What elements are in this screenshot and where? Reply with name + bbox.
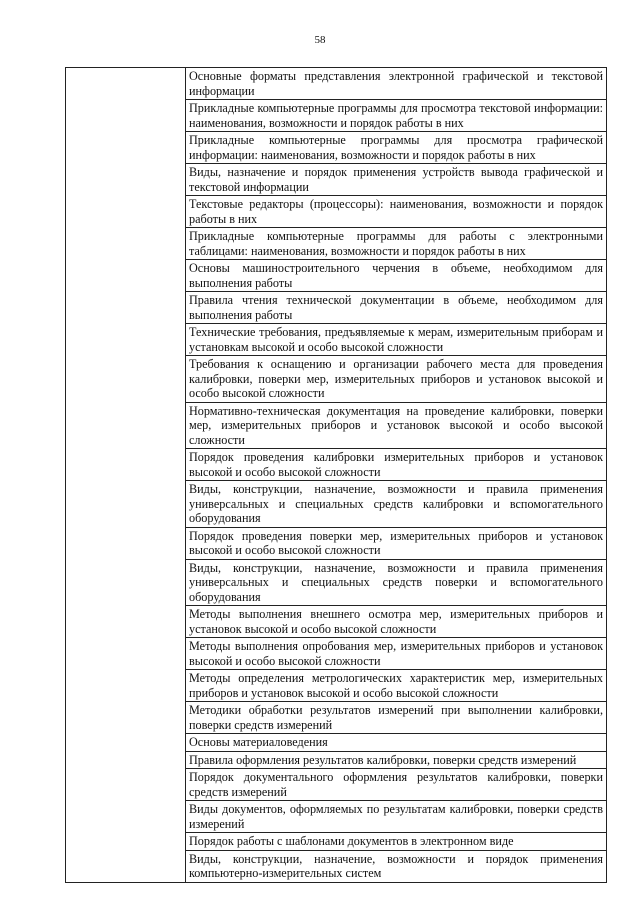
row-label-cell [66, 68, 186, 883]
table-cell: Виды, конструкции, назначение, возможности и правила применения универсальных и специальных средств поверки и вспомогательного оборудования [186, 559, 607, 606]
table-cell: Основные форматы представления электронной графической и текстовой информации [186, 68, 607, 100]
table-cell: Виды документов, оформляемых по результатам калибровки, поверки средств измерений [186, 801, 607, 833]
table-cell: Методики обработки результатов измерений при выполнении калибровки, поверки средств измерений [186, 702, 607, 734]
table-cell: Порядок документального оформления результатов калибровки, поверки средств измерений [186, 769, 607, 801]
table-cell: Требования к оснащению и организации рабочего места для проведения калибровки, поверки мер, измерительных приборов и установок высокой и особо высокой сложности [186, 356, 607, 403]
table-cell: Виды, конструкции, назначение, возможности и порядок применения компьютерно-измерительных систем [186, 850, 607, 882]
table-cell: Виды, назначение и порядок применения устройств вывода графической и текстовой информации [186, 164, 607, 196]
table-cell: Правила оформления результатов калибровки, поверки средств измерений [186, 751, 607, 769]
table-cell: Методы выполнения опробования мер, измерительных приборов и установок высокой и особо высокой сложности [186, 638, 607, 670]
table-cell: Нормативно-техническая документация на проведение калибровки, поверки мер, измерительных приборов и установок высокой и особо высокой сложности [186, 402, 607, 449]
table-cell: Порядок работы с шаблонами документов в электронном виде [186, 833, 607, 851]
table-cell: Прикладные компьютерные программы для просмотра графической информации: наименования, возможности и порядок работы в них [186, 132, 607, 164]
table-cell: Методы выполнения внешнего осмотра мер, измерительных приборов и установок высокой и особо высокой сложности [186, 606, 607, 638]
table-cell: Текстовые редакторы (процессоры): наименования, возможности и порядок работы в них [186, 196, 607, 228]
table-cell: Методы определения метрологических характеристик мер, измерительных приборов и установок высокой и особо высокой сложности [186, 670, 607, 702]
table-cell: Технические требования, предъявляемые к мерам, измерительным приборам и установкам высокой и особо высокой сложности [186, 324, 607, 356]
table-cell: Порядок проведения калибровки измерительных приборов и установок высокой и особо высокой сложности [186, 449, 607, 481]
table-row [66, 68, 607, 100]
table-cell: Прикладные компьютерные программы для просмотра текстовой информации: наименования, возможности и порядок работы в них [186, 100, 607, 132]
knowledge-requirements-table [65, 67, 607, 883]
table-cell: Прикладные компьютерные программы для работы с электронными таблицами: наименования, возможности и порядок работы в них [186, 228, 607, 260]
page-number: 58 [314, 34, 326, 46]
table-cell: Порядок проведения поверки мер, измерительных приборов и установок высокой и особо высокой сложности [186, 527, 607, 559]
table-cell: Правила чтения технической документации в объеме, необходимом для выполнения работы [186, 292, 607, 324]
table-cell: Основы машиностроительного черчения в объеме, необходимом для выполнения работы [186, 260, 607, 292]
table-cell: Виды, конструкции, назначение, возможности и правила применения универсальных и специальных средств калибровки и вспомогательного оборудования [186, 481, 607, 528]
table-cell: Основы материаловедения [186, 734, 607, 752]
